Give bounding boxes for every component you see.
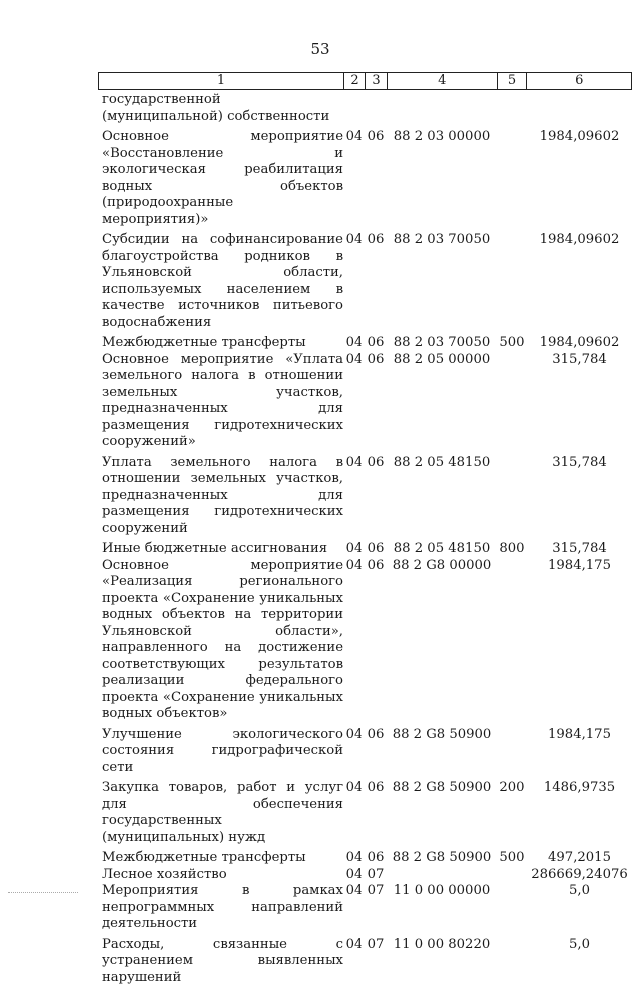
row-amount: 315,784 bbox=[527, 352, 632, 451]
table-row bbox=[98, 129, 632, 228]
page-number: 53 bbox=[0, 40, 640, 58]
row-subsection: 06 bbox=[365, 455, 387, 538]
table-header bbox=[98, 72, 632, 90]
row-amount: 1984,175 bbox=[527, 558, 632, 723]
header-col-5: 5 bbox=[497, 73, 527, 89]
row-name: Межбюджетные трансферты bbox=[98, 335, 343, 352]
table-row bbox=[98, 455, 632, 538]
row-expense-type: 500 bbox=[497, 850, 527, 867]
row-section: 04 bbox=[343, 780, 365, 846]
row-amount: 497,2015 bbox=[527, 850, 632, 867]
header-col-4: 4 bbox=[387, 73, 497, 89]
row-amount: 5,0 bbox=[527, 937, 632, 986]
row-target-code bbox=[387, 92, 497, 125]
row-amount bbox=[527, 92, 632, 125]
row-subsection: 06 bbox=[365, 780, 387, 846]
row-target-code: 11 0 00 00000 bbox=[387, 883, 497, 933]
row-name: Улучшение экологического состояния гидрографической сети bbox=[98, 727, 343, 777]
row-expense-type bbox=[497, 455, 527, 538]
row-name: Закупка товаров, работ и услуг для обеспечения государственных (муниципальных) нужд bbox=[98, 780, 343, 846]
row-name: Основное мероприятие «Восстановление и экологическая реабилитация водных объектов (природоохранные мероприятия)» bbox=[98, 129, 343, 228]
row-name: Лесное хозяйство bbox=[98, 867, 343, 884]
row-amount: 5,0 bbox=[527, 883, 632, 933]
row-target-code: 88 2 05 48150 bbox=[387, 455, 497, 538]
row-subsection bbox=[365, 92, 387, 125]
row-amount: 1984,09602 bbox=[527, 232, 632, 331]
row-section: 04 bbox=[343, 455, 365, 538]
header-col-6: 6 bbox=[526, 73, 631, 89]
row-name: Уплата земельного налога в отношении земельных участков, предназначенных для размещения гидротехнических сооружений bbox=[98, 455, 343, 538]
row-section: 04 bbox=[343, 727, 365, 777]
row-subsection: 07 bbox=[365, 937, 387, 986]
table-row bbox=[98, 558, 632, 723]
row-section: 04 bbox=[343, 232, 365, 331]
table-row bbox=[98, 867, 632, 884]
table-row bbox=[98, 335, 632, 352]
row-section: 04 bbox=[343, 558, 365, 723]
table-row bbox=[98, 541, 632, 558]
row-subsection: 06 bbox=[365, 129, 387, 228]
row-expense-type bbox=[497, 232, 527, 331]
scan-artifact bbox=[8, 892, 78, 897]
row-expense-type bbox=[497, 727, 527, 777]
header-col-1: 1 bbox=[99, 73, 343, 89]
row-subsection: 06 bbox=[365, 541, 387, 558]
row-expense-type bbox=[497, 883, 527, 933]
row-section: 04 bbox=[343, 850, 365, 867]
row-amount: 315,784 bbox=[527, 455, 632, 538]
table-row bbox=[98, 883, 632, 933]
row-section: 04 bbox=[343, 335, 365, 352]
row-name: Основное мероприятие «Реализация регионального проекта «Сохранение уникальных водных объектов на территории Ульяновской области», направленного на достижение соответствующих результатов реализации федерального проекта «Сохранение уникальных водных объектов» bbox=[98, 558, 343, 723]
row-target-code: 88 2 G8 50900 bbox=[387, 780, 497, 846]
header-col-2: 2 bbox=[343, 73, 365, 89]
row-section: 04 bbox=[343, 937, 365, 986]
table-row bbox=[98, 92, 632, 125]
row-name: Основное мероприятие «Уплата земельного налога в отношении земельных участков, предназначенных для размещения гидротехнических сооружений» bbox=[98, 352, 343, 451]
row-section: 04 bbox=[343, 867, 365, 884]
row-expense-type bbox=[497, 558, 527, 723]
row-subsection: 06 bbox=[365, 352, 387, 451]
row-subsection: 06 bbox=[365, 335, 387, 352]
table-row bbox=[98, 780, 632, 846]
row-section bbox=[343, 92, 365, 125]
row-section: 04 bbox=[343, 541, 365, 558]
row-section: 04 bbox=[343, 883, 365, 933]
row-expense-type bbox=[497, 937, 527, 986]
row-target-code: 88 2 03 00000 bbox=[387, 129, 497, 228]
row-name: Межбюджетные трансферты bbox=[98, 850, 343, 867]
row-expense-type bbox=[497, 867, 527, 884]
table-row bbox=[98, 232, 632, 331]
row-section: 04 bbox=[343, 352, 365, 451]
row-target-code bbox=[387, 867, 497, 884]
row-amount: 1984,09602 bbox=[527, 129, 632, 228]
table-row bbox=[98, 352, 632, 451]
row-amount: 1984,09602 bbox=[527, 335, 632, 352]
row-target-code: 88 2 05 00000 bbox=[387, 352, 497, 451]
table-row bbox=[98, 727, 632, 777]
row-amount: 1486,9735 bbox=[527, 780, 632, 846]
table-body bbox=[98, 92, 632, 986]
row-amount: 315,784 bbox=[527, 541, 632, 558]
row-expense-type bbox=[497, 92, 527, 125]
row-target-code: 88 2 05 48150 bbox=[387, 541, 497, 558]
row-expense-type: 200 bbox=[497, 780, 527, 846]
row-name: Субсидии на софинансирование благоустройства родников в Ульяновской области, используемых населением в качестве источников питьевого водоснабжения bbox=[98, 232, 343, 331]
row-expense-type bbox=[497, 352, 527, 451]
row-name: Мероприятия в рамках непрограммных направлений деятельности bbox=[98, 883, 343, 933]
row-subsection: 06 bbox=[365, 558, 387, 723]
row-target-code: 88 2 G8 00000 bbox=[387, 558, 497, 723]
row-subsection: 07 bbox=[365, 867, 387, 884]
row-name: Иные бюджетные ассигнования bbox=[98, 541, 343, 558]
row-name: государственной (муниципальной) собственности bbox=[98, 92, 343, 125]
row-target-code: 11 0 00 80220 bbox=[387, 937, 497, 986]
row-expense-type bbox=[497, 129, 527, 228]
row-expense-type: 800 bbox=[497, 541, 527, 558]
table-row bbox=[98, 850, 632, 867]
row-subsection: 07 bbox=[365, 883, 387, 933]
row-target-code: 88 2 G8 50900 bbox=[387, 727, 497, 777]
row-target-code: 88 2 G8 50900 bbox=[387, 850, 497, 867]
row-subsection: 06 bbox=[365, 727, 387, 777]
header-col-3: 3 bbox=[365, 73, 387, 89]
row-section: 04 bbox=[343, 129, 365, 228]
row-target-code: 88 2 03 70050 bbox=[387, 335, 497, 352]
table-row bbox=[98, 937, 632, 986]
row-amount: 286669,24076 bbox=[527, 867, 632, 884]
row-amount: 1984,175 bbox=[527, 727, 632, 777]
row-subsection: 06 bbox=[365, 232, 387, 331]
row-expense-type: 500 bbox=[497, 335, 527, 352]
row-name: Расходы, связанные с устранением выявленных нарушений bbox=[98, 937, 343, 986]
row-target-code: 88 2 03 70050 bbox=[387, 232, 497, 331]
row-subsection: 06 bbox=[365, 850, 387, 867]
